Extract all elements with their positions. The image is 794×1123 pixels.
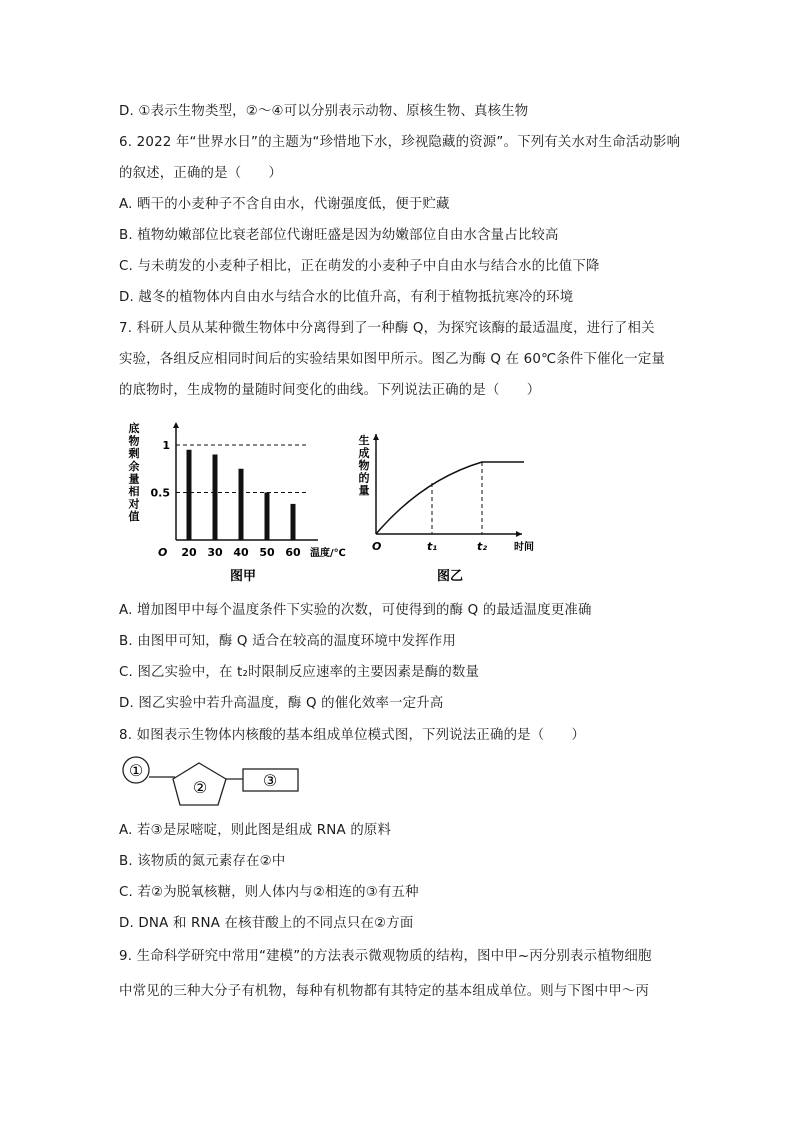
x-tick-label-t1: t₁ <box>426 540 438 553</box>
y-axis-label-char: 对 <box>128 497 140 511</box>
y-axis-label-char: 物 <box>128 434 140 448</box>
question-7-option-b: B. 由图甲可知，酶 Q 适合在较高的温度环境中发挥作用 <box>119 634 456 649</box>
question-6-option-b: B. 植物幼嫩部位比衰老部位代谢旺盛是因为幼嫩部位自由水含量占比较高 <box>119 228 559 243</box>
question-8-option-a: A. 若③是尿嘧啶，则此图是组成 RNA 的原料 <box>119 823 392 838</box>
figure-caption: 图甲 <box>229 569 257 584</box>
origin-label: O <box>158 546 168 559</box>
bar <box>187 450 192 540</box>
y-axis-label-char: 相 <box>128 485 140 498</box>
figure-caption: 图乙 <box>436 569 464 584</box>
question-8-option-b: B. 该物质的氮元素存在②中 <box>119 854 286 869</box>
question-7-stem-line-1: 7. 科研人员从某种微生物体中分离得到了一种酶 Q，为探究该酶的最适温度，进行了相关 <box>119 321 655 336</box>
y-axis-label-char: 的 <box>358 471 370 485</box>
question-8-stem: 8. 如图表示生物体内核酸的基本组成单位模式图，下列说法正确的是（ ） <box>119 728 586 743</box>
question-7-option-c: C. 图乙实验中，在 t₂时限制反应速率的主要因素是酶的数量 <box>119 665 480 680</box>
question-7-option-a: A. 增加图甲中每个温度条件下实验的次数，可使得到的酶 Q 的最适温度更准确 <box>119 603 592 618</box>
y-axis-arrow <box>173 422 179 428</box>
question-6-stem-line-2: 的叙述，正确的是（ ） <box>119 166 283 181</box>
x-tick-label: 20 <box>181 546 197 559</box>
question-6-option-d: D. 越冬的植物体内自由水与结合水的比值升高，有利于植物抵抗寒冷的环境 <box>119 290 574 305</box>
question-9-stem-line-2: 中常见的三种大分子有机物，每种有机物都有其特定的基本组成单位。则与下图中甲～丙 <box>119 984 650 999</box>
y-axis-label-char: 余 <box>128 459 140 473</box>
question-8-option-d: D. DNA 和 RNA 在核苷酸上的不同点只在②方面 <box>119 916 414 931</box>
x-tick-label: 50 <box>259 546 275 559</box>
question-7-stem-line-3: 的底物时，生成物的量随时间变化的曲线。下列说法正确的是（ ） <box>119 383 541 398</box>
y-axis-label-char: 剩 <box>128 447 140 461</box>
y-axis-label-char: 底 <box>128 422 140 435</box>
base-label: ③ <box>262 771 278 790</box>
bar <box>265 493 270 541</box>
question-8-option-c: C. 若②为脱氧核糖，则人体内与②相连的③有五种 <box>119 885 419 900</box>
y-axis-label-char: 生 <box>358 434 370 447</box>
y-axis-label-char: 成 <box>358 446 370 460</box>
y-axis-label-char: 量 <box>358 484 370 497</box>
y-axis-label-char: 值 <box>128 510 140 524</box>
question-6-option-c: C. 与未萌发的小麦种子相比，正在萌发的小麦种子中自由水与结合水的比值下降 <box>119 259 600 274</box>
y-tick-label: 1 <box>162 439 170 452</box>
question-9-stem-line-1: 9. 生命科学研究中常用“建模”的方法表示微观物质的结构，图中甲~丙分别表示植物细胞 <box>119 949 652 964</box>
bar <box>239 469 244 540</box>
question-5-option-d: D. ①表示生物类型，②～④可以分别表示动物、原核生物、真核生物 <box>119 104 529 119</box>
x-tick-label: 40 <box>233 546 249 559</box>
product-curve <box>376 462 524 534</box>
figure-yi-line-chart <box>352 430 562 593</box>
x-tick-label: 60 <box>285 546 301 559</box>
y-tick-label: 0.5 <box>150 486 170 500</box>
x-tick-label: 30 <box>207 546 223 559</box>
origin-label: O <box>372 540 382 553</box>
pentose-label: ② <box>192 778 208 797</box>
x-axis-label: 温度/℃ <box>310 548 346 559</box>
bar <box>291 504 296 540</box>
bar <box>213 455 218 541</box>
x-tick-label-t2: t₂ <box>476 540 488 553</box>
question-6-option-a: A. 晒干的小麦种子不含自由水，代谢强度低，便于贮藏 <box>119 197 450 212</box>
x-axis-arrow <box>516 531 522 537</box>
question-7-stem-line-2: 实验，各组反应相同时间后的实验结果如图甲所示。图乙为酶 Q 在 60℃条件下催化一定量 <box>119 352 666 367</box>
figure-jia-bar-chart <box>118 418 358 593</box>
question-7-option-d: D. 图乙实验中若升高温度，酶 Q 的催化效率一定升高 <box>119 696 444 711</box>
phosphate-label: ① <box>128 761 144 780</box>
question-6-stem-line-1: 6. 2022 年“世界水日”的主题为“珍惜地下水，珍视隐藏的资源”。下列有关水对生命活动影响 <box>119 135 681 150</box>
y-axis-label-char: 量 <box>128 472 140 486</box>
y-axis-label-char: 物 <box>358 459 370 472</box>
nucleotide-diagram <box>118 755 318 815</box>
x-axis-label: 时间 <box>514 542 534 553</box>
y-axis-arrow <box>373 434 379 440</box>
